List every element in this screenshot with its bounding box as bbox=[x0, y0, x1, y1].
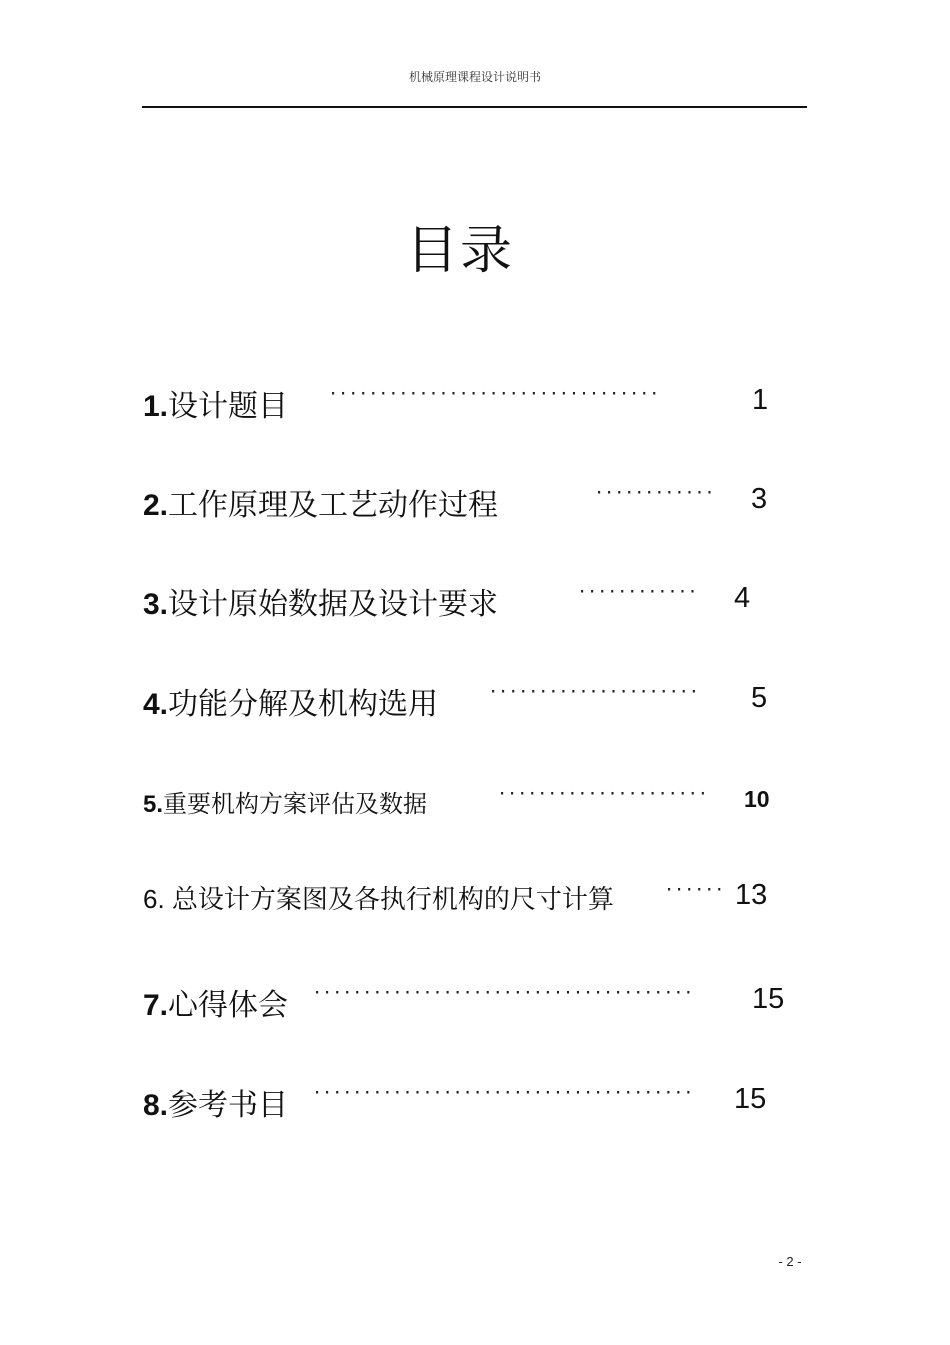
toc-leader-dots: ············ bbox=[594, 483, 715, 503]
toc-page-number: 1 bbox=[752, 384, 769, 416]
toc-entry-1[interactable] bbox=[0, 378, 950, 428]
toc-entry-4[interactable] bbox=[0, 676, 950, 726]
toc-entry-text: 总设计方案图及各执行机构的尺寸计算 bbox=[171, 885, 614, 915]
toc-entry-label bbox=[143, 381, 288, 425]
toc-page-number: 15 bbox=[752, 983, 785, 1015]
toc-leader-dots: ····················· bbox=[497, 784, 708, 804]
toc-entry-number: 5. bbox=[143, 791, 164, 818]
toc-entry-label bbox=[143, 679, 438, 723]
header-rule bbox=[142, 106, 807, 108]
toc-entry-text: 心得体会 bbox=[168, 988, 289, 1023]
toc-entry-label bbox=[143, 579, 498, 623]
toc-entry-number: 3. bbox=[143, 588, 169, 621]
toc-leader-dots: ······································ bbox=[312, 1083, 694, 1103]
toc-entry-8[interactable] bbox=[0, 1077, 950, 1127]
toc-leader-dots: ································· bbox=[328, 384, 660, 404]
footer-page-number: - 2 - bbox=[778, 1254, 802, 1269]
toc-title: 目录 bbox=[405, 221, 514, 281]
toc-entry-number: 6. bbox=[143, 884, 172, 914]
toc-leader-dots: ····················· bbox=[488, 682, 699, 702]
toc-entry-text: 设计原始数据及设计要求 bbox=[168, 587, 499, 622]
toc-entry-3[interactable] bbox=[0, 576, 950, 626]
toc-entry-text: 参考书目 bbox=[168, 1088, 289, 1123]
toc-page-number: 10 bbox=[744, 786, 770, 812]
toc-entry-6[interactable] bbox=[0, 876, 950, 926]
toc-entry-number: 7. bbox=[143, 989, 169, 1022]
toc-page-number: 4 bbox=[734, 582, 751, 614]
toc-page-number: 5 bbox=[751, 682, 768, 714]
toc-entry-text: 工作原理及工艺动作过程 bbox=[168, 488, 499, 523]
toc-page-number: 15 bbox=[734, 1083, 767, 1115]
toc-leader-dots: ············ bbox=[577, 582, 698, 602]
toc-entry-5[interactable] bbox=[0, 782, 950, 832]
toc-leader-dots: ······ bbox=[664, 880, 725, 900]
toc-entry-label bbox=[143, 784, 427, 819]
toc-entry-7[interactable] bbox=[0, 977, 950, 1027]
toc-entry-2[interactable] bbox=[0, 477, 950, 527]
toc-entry-number: 1. bbox=[143, 390, 169, 423]
toc-entry-text: 功能分解及机构选用 bbox=[168, 687, 439, 722]
toc-entry-text: 设计题目 bbox=[168, 389, 289, 424]
toc-page-number: 13 bbox=[735, 879, 768, 911]
toc-entry-label bbox=[143, 480, 498, 524]
toc-leader-dots: ······································ bbox=[312, 983, 694, 1003]
toc-entry-label bbox=[143, 1080, 288, 1124]
toc-entry-text: 重要机构方案评估及数据 bbox=[163, 790, 428, 818]
running-header: 机械原理课程设计说明书 bbox=[408, 70, 541, 84]
toc-entry-number: 4. bbox=[143, 688, 169, 721]
toc-page-number: 3 bbox=[751, 483, 768, 515]
toc-entry-label bbox=[143, 879, 614, 916]
toc-entry-number: 2. bbox=[143, 489, 169, 522]
toc-entry-number: 8. bbox=[143, 1089, 169, 1122]
toc-entry-label bbox=[143, 980, 288, 1024]
